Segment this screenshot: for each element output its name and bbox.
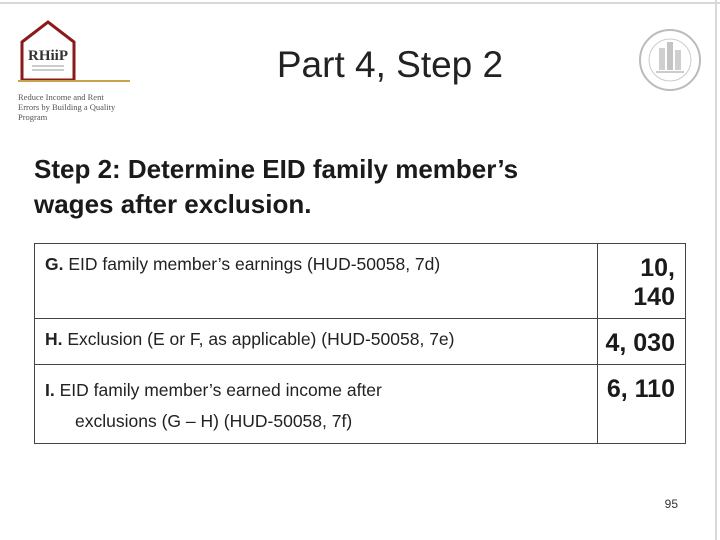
- row-hanging-label: [45, 375, 589, 437]
- eid-wage-table: [34, 243, 686, 444]
- row-key: G.: [45, 254, 64, 274]
- house-logo-icon: [18, 18, 78, 84]
- row-label-cell: [35, 365, 598, 444]
- table-row: [35, 319, 686, 365]
- row-value: 10, 140: [598, 244, 686, 319]
- row-label-line: EID family member’s earned income after: [59, 380, 382, 400]
- page-number: 95: [664, 497, 678, 511]
- row-value: 4, 030: [598, 319, 686, 365]
- row-label-cell: [35, 319, 598, 365]
- table-row: [35, 244, 686, 319]
- row-label-line: exclusions (G – H) (HUD-50058, 7f): [75, 411, 353, 431]
- logo-tagline-line: Program: [18, 112, 48, 122]
- logo-underline: [78, 79, 130, 83]
- row-label: Exclusion (E or F, as applicable) (HUD-50058, 7e): [67, 329, 455, 349]
- subtitle-line: Step 2: Determine EID family member’s: [34, 154, 519, 184]
- logo-tagline-line: Reduce Income and Rent: [18, 92, 104, 102]
- row-key: H.: [45, 329, 63, 349]
- logo-tagline-line: Errors by Building a Quality: [18, 102, 116, 112]
- page-title: Part 4, Step 2: [276, 44, 504, 85]
- table-row: [35, 365, 686, 444]
- frame-top-line: [0, 2, 720, 4]
- rhiip-logo: [18, 18, 130, 122]
- subtitle-line: wages after exclusion.: [34, 189, 312, 219]
- row-label-cell: [35, 244, 598, 319]
- logo-name: RHiiP: [28, 48, 68, 64]
- hud-seal-icon: [638, 28, 702, 92]
- row-key: I.: [45, 380, 55, 400]
- logo-tagline: [18, 92, 130, 122]
- step-subtitle: [34, 152, 674, 222]
- row-label: EID family member’s earnings (HUD-50058, 7d): [68, 254, 441, 274]
- frame-right-line: [715, 0, 717, 540]
- row-value: 6, 110: [598, 365, 686, 444]
